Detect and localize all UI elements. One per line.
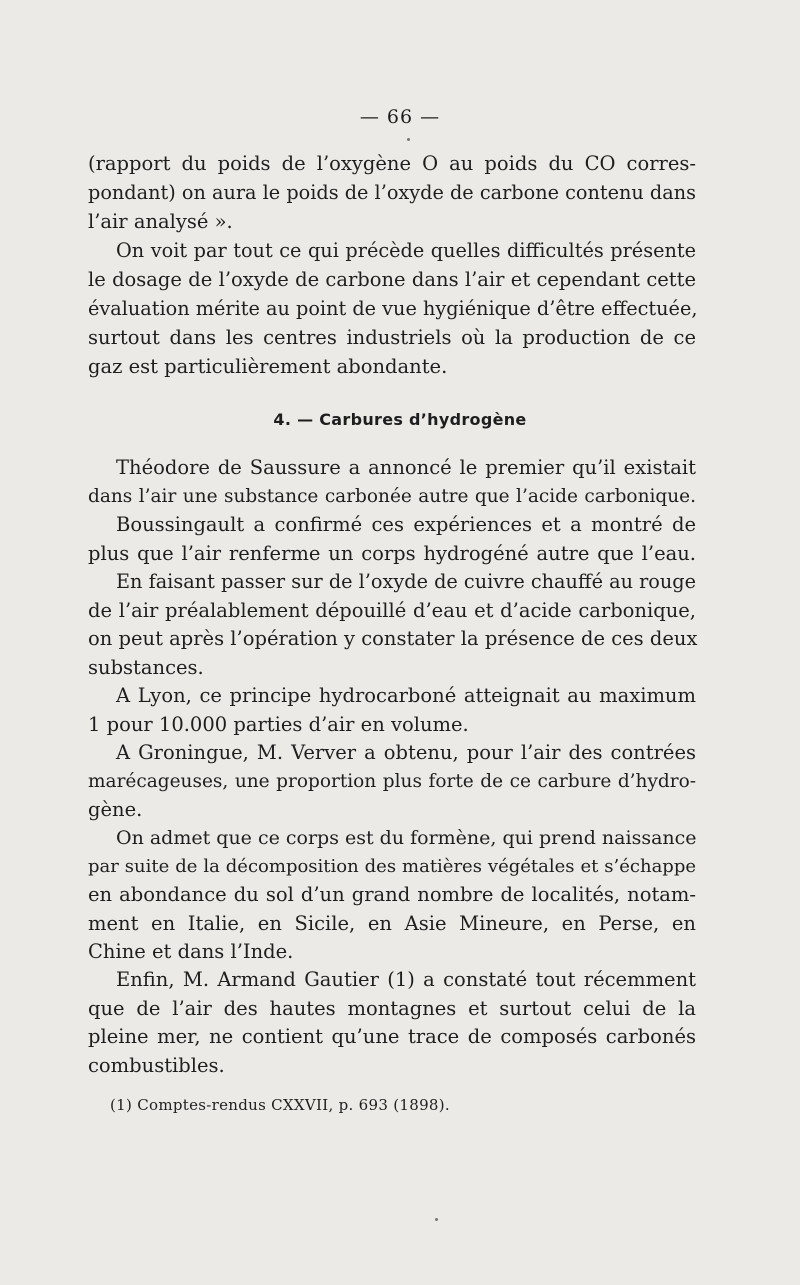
text-line: A Groningue, M. Verver a obtenu, pour l’air des contrées xyxy=(116,741,696,764)
text-line: 1 pour 10.000 parties d’air en volume. xyxy=(88,713,469,736)
text-line: gaz est particulièrement abondante. xyxy=(88,355,448,378)
text-line: Théodore de Saussure a annoncé le premier qu’il existait xyxy=(116,456,696,479)
section-heading: 4. — Carbures d’hydrogène xyxy=(273,410,527,429)
text-line: par suite de la décomposition des matières végétales et s’échappe xyxy=(88,856,696,877)
text-line: A Lyon, ce principe hydrocarboné atteignait au maximum xyxy=(116,684,696,707)
text-line: surtout dans les centres industriels où la production de ce xyxy=(88,326,696,349)
paper-speck xyxy=(407,138,410,141)
footnote: (1) Comptes-rendus CXXVII, p. 693 (1898). xyxy=(110,1096,450,1114)
text-line: on peut après l’opération y constater la présence de ces deux xyxy=(88,627,698,650)
text-line: de l’air préalablement dépouillé d’eau et d’acide carbonique, xyxy=(88,599,696,622)
text-line: pondant) on aura le poids de l’oxyde de carbone contenu dans xyxy=(88,181,696,204)
text-line: Enfin, M. Armand Gautier (1) a constaté tout récemment xyxy=(116,968,696,991)
text-line: En faisant passer sur de l’oxyde de cuivre chauffé au rouge xyxy=(116,570,696,593)
text-line: dans l’air une substance carbonée autre que l’acide carbonique. xyxy=(88,486,696,507)
text-line: pleine mer, ne contient qu’une trace de composés carbonés xyxy=(88,1025,696,1048)
text-line: substances. xyxy=(88,656,204,679)
text-line: Chine et dans l’Inde. xyxy=(88,940,294,963)
text-line: l’air analysé ». xyxy=(88,210,233,233)
text-line: (rapport du poids de l’oxygène O au poids du CO corres- xyxy=(88,152,696,175)
text-line: ment en Italie, en Sicile, en Asie Mineure, en Perse, en xyxy=(88,912,696,935)
page-number: — 66 — xyxy=(359,106,441,128)
text-line: On voit par tout ce qui précède quelles difficultés présente xyxy=(116,239,696,262)
text-line: gène. xyxy=(88,798,143,821)
paper-speck xyxy=(435,1218,438,1221)
text-line: Boussingault a confirmé ces expériences et a montré de xyxy=(116,513,696,536)
text-line: plus que l’air renferme un corps hydrogéné autre que l’eau. xyxy=(88,542,696,565)
text-line: en abondance du sol d’un grand nombre de localités, notam- xyxy=(88,883,696,906)
text-line: le dosage de l’oxyde de carbone dans l’air et cependant cette xyxy=(88,268,696,291)
text-line: marécageuses, une proportion plus forte de ce carbure d’hydro- xyxy=(88,771,696,792)
text-line: combustibles. xyxy=(88,1054,225,1077)
text-line: que de l’air des hautes montagnes et surtout celui de la xyxy=(88,997,696,1020)
text-line: On admet que ce corps est du formène, qui prend naissance xyxy=(116,827,697,849)
text-line: évaluation mérite au point de vue hygiénique d’être effectuée, xyxy=(88,297,698,320)
